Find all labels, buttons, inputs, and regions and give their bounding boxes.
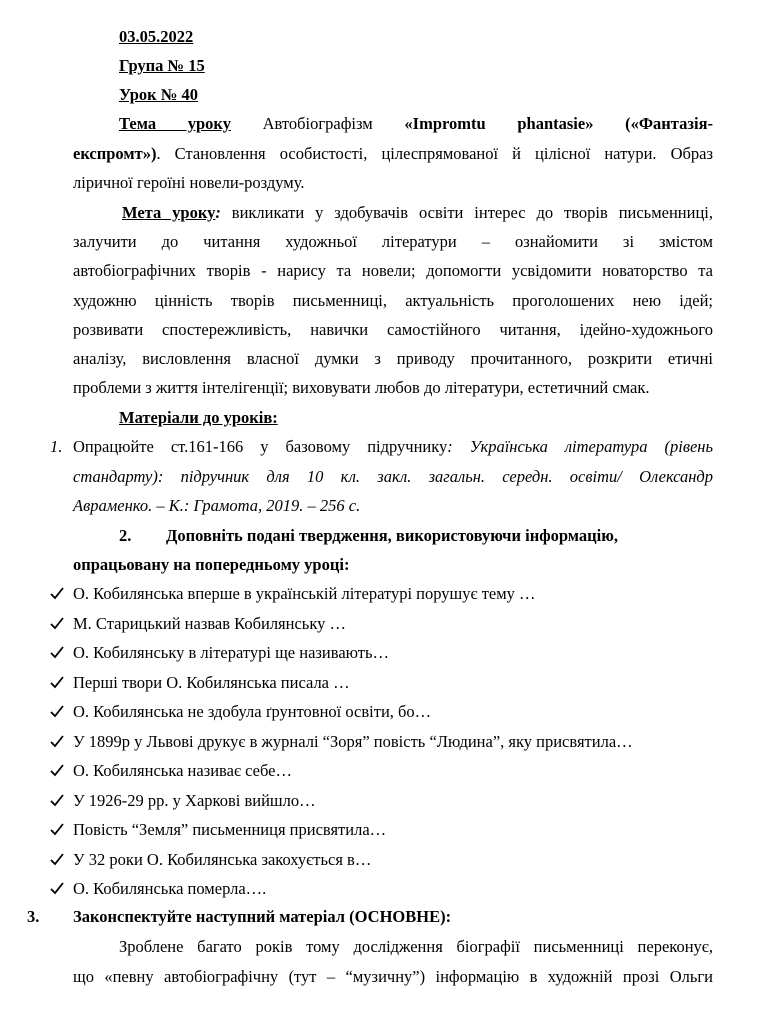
goal-colon: : <box>215 203 221 222</box>
checklist-item: О. Кобилянську в літературі ще називають… <box>73 643 389 662</box>
materials-item-number: 1. <box>50 437 63 456</box>
checklist-item: О. Кобилянська вперше в українській літературі порушує тему … <box>73 584 536 603</box>
task2-number: 2. <box>119 526 132 545</box>
checkmark-icon <box>50 879 66 899</box>
goal-line-2: залучити до читання художньої літератури – ознайомити зі змістом <box>73 232 713 251</box>
task3-heading: Законспектуйте наступний матеріал (ОСНОВНЕ): <box>73 907 452 926</box>
goal-label: Мета уроку <box>122 203 216 222</box>
goal-line-3: автобіографічних творів - нарису та новели; допомогти усвідомити новаторство та <box>73 261 713 280</box>
checklist-item: У 1899р у Львові друкує в журналі “Зоря” повість “Людина”, яку присвятила… <box>73 732 633 751</box>
task3-line-2: що «певну автобіографічну (тут – “музичну”) інформацію в художній прозі Ольги <box>73 967 713 986</box>
materials-heading: Матеріали до уроків: <box>119 408 278 427</box>
checklist-item: О. Кобилянська називає себе… <box>73 761 292 780</box>
checkmark-icon <box>50 673 66 693</box>
checklist-item: У 1926-29 рр. у Харкові вийшло… <box>73 791 316 810</box>
goal-text-1: викликати у здобувачів освіти інтерес до творів письменниці, <box>220 203 713 222</box>
lesson-number: Урок № 40 <box>119 85 199 104</box>
group-number: Група № 15 <box>119 56 205 75</box>
task2-line-1: Доповніть подані твердження, використовуючи інформацію, <box>166 526 618 545</box>
topic-title-1: «Impromtu phantasie» («Фантазія- <box>404 114 713 133</box>
goal-line-4: художню цінність творів письменниці, актуальність проголошених нею ідей; <box>73 291 713 310</box>
checkmark-icon <box>50 761 66 781</box>
checklist-item: Повість “Земля” письменниця присвятила… <box>73 820 387 839</box>
topic-text-1: Автобіографізм <box>230 114 405 133</box>
goal-line-7: проблеми з життя інтелігенції; виховувати любов до літератури, естетичний смак. <box>73 378 650 397</box>
topic-label: Тема уроку <box>119 114 231 133</box>
checkmark-icon <box>50 643 66 663</box>
checkmark-icon <box>50 584 66 604</box>
goal-line-5: розвивати спостережливість, навички самостійного читання, ідейно-художнього <box>73 320 713 339</box>
task3-line-1: Зроблене багато років тому дослідження біографії письменниці переконує, <box>119 937 713 956</box>
checklist-item: М. Старицький назвав Кобилянську … <box>73 614 346 633</box>
materials-book-1: : Українська література (рівень <box>447 437 714 456</box>
checkmark-icon <box>50 732 66 752</box>
materials-item-line-1 <box>73 437 713 457</box>
materials-item-text: Опрацюйте ст.161-166 у базовому підручнику <box>73 437 448 456</box>
checkmark-icon <box>50 820 66 840</box>
checkmark-icon <box>50 702 66 722</box>
topic-line-1 <box>119 114 713 134</box>
materials-item-line-3: Авраменко. – К.: Грамота, 2019. – 256 с. <box>73 496 361 515</box>
topic-title-2: експромт») <box>73 144 157 163</box>
checklist-item: Перші твори О. Кобилянська писала … <box>73 673 350 692</box>
checkmark-icon <box>50 614 66 634</box>
topic-line-3: ліричної героїні новели-роздуму. <box>73 173 305 192</box>
checkmark-icon <box>50 791 66 811</box>
topic-line-2 <box>73 144 713 164</box>
goal-line-6: аналізу, висловлення власної думки з приводу прочитанного, розкрити етичні <box>73 349 713 368</box>
task2-line-2: опрацьовану на попередньому уроці: <box>73 555 350 574</box>
date: 03.05.2022 <box>119 27 194 46</box>
checkmark-icon <box>50 850 66 870</box>
checklist-item: О. Кобилянська не здобула ґрунтовної освіти, бо… <box>73 702 432 721</box>
goal-line-1 <box>122 203 713 223</box>
checklist-item: У 32 роки О. Кобилянська закохується в… <box>73 850 372 869</box>
task3-number: 3. <box>27 907 40 926</box>
materials-item-line-2: стандарту): підручник для 10 кл. закл. загальн. середн. освіти/ Олександр <box>73 467 713 486</box>
topic-text-2: . Становлення особистості, цілеспрямованої й цілісної натури. Образ <box>156 144 713 163</box>
checklist-item: О. Кобилянська померла…. <box>73 879 267 898</box>
